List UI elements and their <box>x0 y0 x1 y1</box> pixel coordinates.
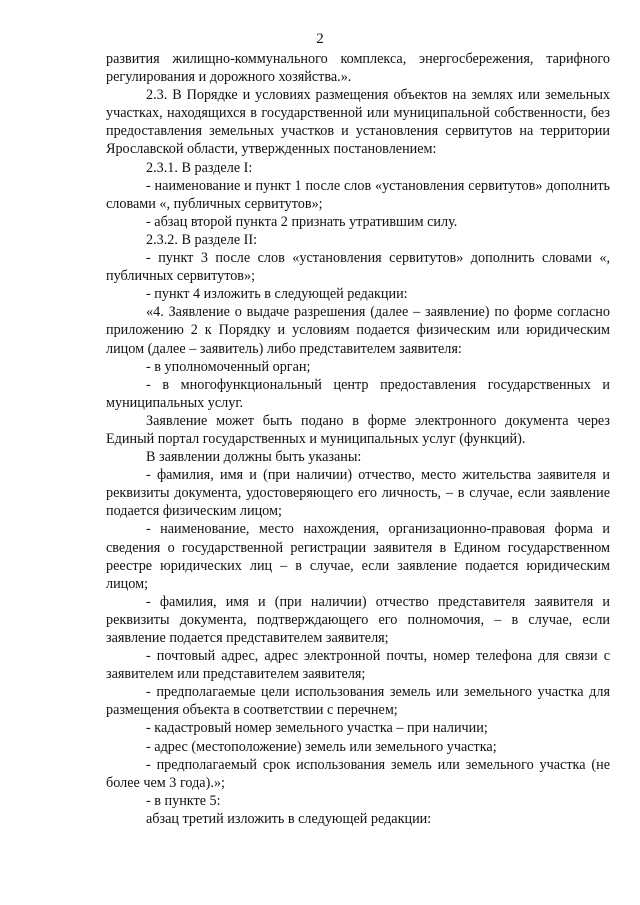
paragraph-item: - наименование и пункт 1 после слов «установления сервитутов» дополнить словами «, публичных сервитутов»; <box>106 177 610 212</box>
paragraph-clause-4: «4. Заявление о выдаче разрешения (далее – заявление) по форме согласно приложению 2 к Порядку и условиям подается физическим или юридическим лицом (далее – заявитель) либо представителем заявителя: <box>106 304 610 357</box>
paragraph-item: - наименование, место нахождения, организационно-правовая форма и сведения о государственной регистрации заявителя в Едином государственном реестре юридических лиц – в случае, если заявление подается юридическим лицом; <box>106 521 610 592</box>
paragraph-text: абзац третий изложить в следующей редакции: <box>146 810 432 827</box>
paragraph-item: - адрес (местоположение) земель или земельного участка; <box>146 738 497 755</box>
paragraph-item: - в многофункциональный центр предоставления государственных и муниципальных услуг. <box>106 376 610 411</box>
paragraph-section-2-3: 2.3. В Порядке и условиях размещения объектов на землях или земельных участках, находящихся в государственной или муниципальной собственности, без предоставления земельных участков и установления сервитутов на территории Ярославской области, утвержденных постановлением: <box>106 87 610 158</box>
paragraph-item: - пункт 4 изложить в следующей редакции: <box>146 286 408 303</box>
paragraph-item: - почтовый адрес, адрес электронной почты, номер телефона для связи с заявителем или представителем заявителя; <box>106 648 610 683</box>
page-number: 2 <box>316 31 324 47</box>
document-body <box>106 50 610 828</box>
paragraph-text: В заявлении должны быть указаны: <box>146 449 362 466</box>
paragraph-section-2-3-1: 2.3.1. В разделе I: <box>146 159 253 176</box>
paragraph-item: - в пункте 5: <box>146 792 221 809</box>
paragraph-continuation: развития жилищно-коммунального комплекса, энергосбережения, тарифного регулирования и дорожного хозяйства.». <box>106 51 610 86</box>
paragraph-section-2-3-2: 2.3.2. В разделе II: <box>146 231 258 248</box>
paragraph-item: - предполагаемые цели использования земель или земельного участка для размещения объекта в соответствии с перечнем; <box>106 684 610 719</box>
paragraph-item: - предполагаемый срок использования земель или земельного участка (не более чем 3 года).»; <box>106 756 610 791</box>
paragraph-item: - пункт 3 после слов «установления сервитутов» дополнить словами «, публичных сервитутов»; <box>106 250 610 285</box>
paragraph-item: - фамилия, имя и (при наличии) отчество представителя заявителя и реквизиты документа, подтверждающего его полномочия, – в случае, если заявление подается представителем заявителя; <box>106 593 610 646</box>
paragraph-item: - абзац второй пункта 2 признать утратившим силу. <box>146 213 458 230</box>
paragraph-item: - в уполномоченный орган; <box>146 358 311 375</box>
paragraph-item: - кадастровый номер земельного участка – при наличии; <box>146 720 488 737</box>
paragraph-item: - фамилия, имя и (при наличии) отчество, место жительства заявителя и реквизиты документа, удостоверяющего его личность, – в случае, если заявление подается физическим лицом; <box>106 467 610 520</box>
paragraph-text: Заявление может быть подано в форме электронного документа через Единый портал государственных и муниципальных услуг (функций). <box>106 412 610 447</box>
